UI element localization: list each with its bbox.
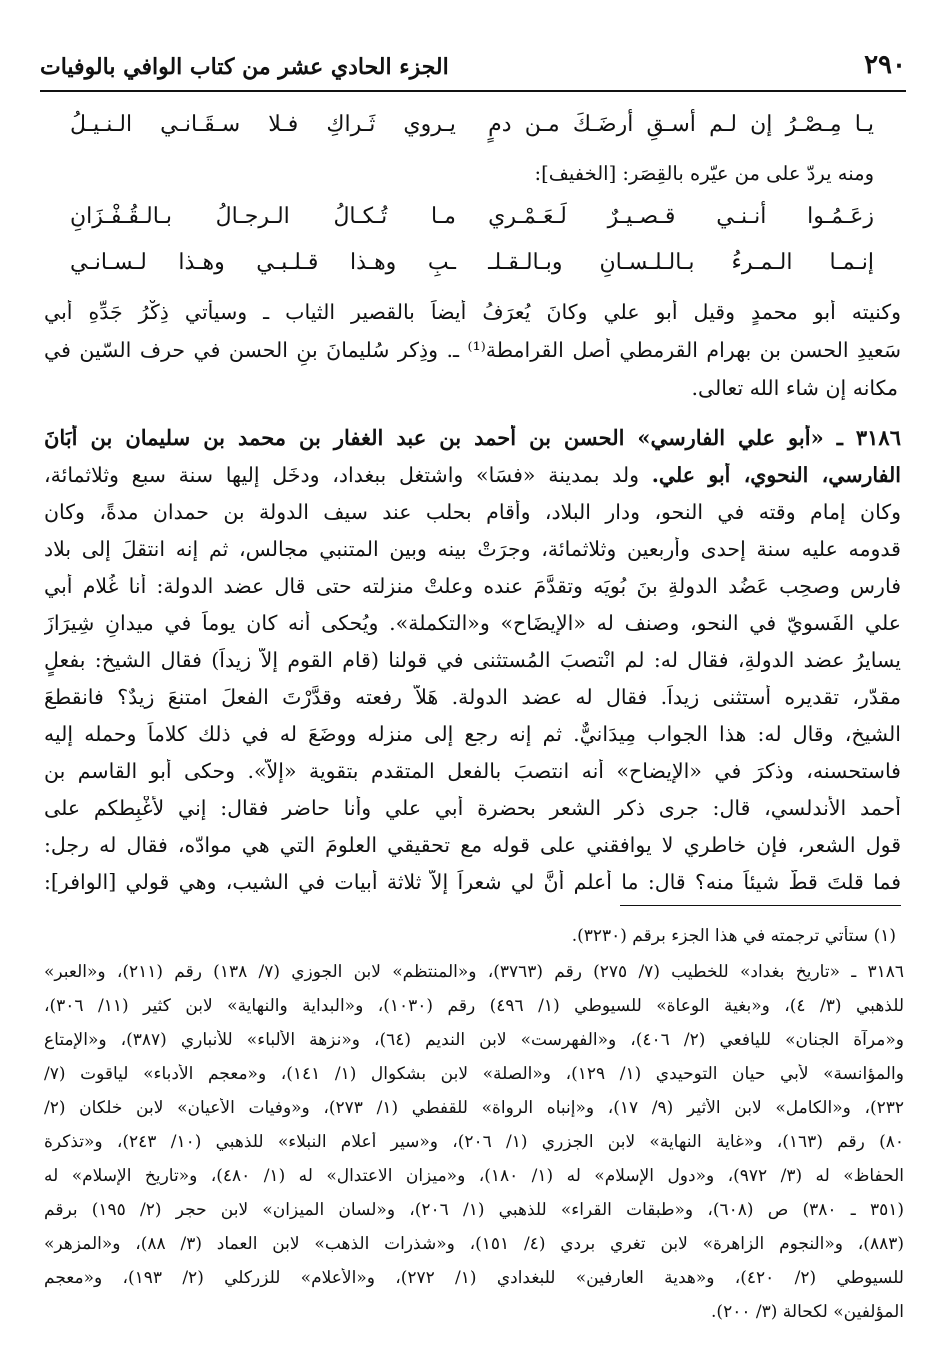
- paragraph-line: [44, 463, 901, 501]
- book-title: الجزء الحادي عشر من كتاب الوافي بالوفيات: [40, 54, 449, 80]
- paragraph-line: وكان إمام وقته في النحو، ودار البلاد، وأقام بحلب عند سيف الدولة بن حمدان مدةً، وكان: [44, 500, 901, 524]
- paragraph-line: يسايرُ عضد الدولةِ، فقال له: لم انْتصبَ المُستثنى في قولنا (قام القوم إلاّ زيداً) فقال الشيخ: بفعلٍ: [44, 648, 901, 672]
- entry-heading-continuation: الفارسي، النحوي، أبو علي.: [651, 463, 901, 487]
- verse-hemistich-first: زعَـمُـوا أنـنـي قـصـيـرٌ لَـعَـمْـري: [488, 204, 874, 229]
- meter-note: ومنه يردّ على من عيّره بالقِصَر: [الخفيف]:: [534, 162, 874, 185]
- footnote-rule: [620, 905, 901, 906]
- paragraph-line: فارس وصحِب عَضُد الدولةِ بنَ بُويَه وتقدَّمَ عنده وعلتْ منزلته حتى قال عضد الدولة: أنا غُلام أبي: [44, 574, 901, 598]
- verse-hemistich-second: يـروي ثَـراكِ فـلا سـقَـانـي الـنـيـلُ: [70, 112, 456, 137]
- sources-footnote-line: والمؤانسة» لأبي حيان التوحيدي (١/ ١٢٩)، و«الصلة» لابن بشكوال (١/ ١٤١)، و«معجم الأدباء» لياقوت (٧/: [44, 1064, 904, 1084]
- running-header: [40, 40, 906, 92]
- sources-footnote-line: (٣٥١ ـ ٣٨٠) ص (٦٠٨)، و«طبقات القراء» للذهبي (١/ ٢٠٦)، و«لسان الميزان» لابن حجر (٢/ ١٩٥) برقم: [44, 1200, 904, 1220]
- paragraph-line: فما قلتَ قطُّ شيئاً منه؟ قال: ما أعلم أنَّ لي شعراً إلاّ ثلاثة أبيات في الشيب، وهي قولي [الوافر]:: [44, 870, 901, 894]
- entry-heading: ٣١٨٦ ـ «أبو علي الفارسي» الحسن بن أحمد بن عبد الغفار بن محمد بن سليمان بن أبَانَ: [44, 425, 901, 450]
- verse-line: [70, 112, 874, 154]
- page-number: ٢٩٠: [864, 50, 906, 80]
- sources-footnote-line: الحفاظ» له (٣/ ٩٧٢)، و«دول الإسلام» له (١/ ١٨٠)، و«ميزان الاعتدال» له (١/ ٤٨٠)، و«تاريخ الإسلام» له: [44, 1166, 904, 1186]
- sources-footnote-line: ٢٣٢)، و«الكامل» لابن الأثير (٩/ ١٧)، و«إنباه الرواة» للقفطي (١/ ٢٧٣)، و«وفيات الأعيان» لابن خلكان (٢/: [44, 1098, 904, 1118]
- paragraph-line: الشيخ، وقال له: هذا الجواب مِيدَانيٌّ. ثم إنه رجع إلى منزله ووضَعَ له في ذلك كلاماً وحمله إليه: [44, 722, 901, 746]
- paragraph-line: مكانه إن شاء الله تعالى.: [691, 376, 898, 400]
- paragraph-line: قدومه عليه سنة إحدى وأربعين وثلاثمائة، وجرَتْ بينه وبين المتنبي مجالس، ثم إنه انتقلَ إلى بلاد: [44, 537, 901, 561]
- paragraph-line: قول الشعر، فإن خاطري لا يوافقني على قوله مع تحقيقي العلومَ التي هي موادّه، فقال له رجل:: [44, 833, 901, 857]
- paragraph-text: ولد بمدينة «فسَا» واشتغل ببغداد، ودخَل إليها سنة سبع وثلاثمائة،: [44, 463, 640, 487]
- paragraph-line: مقدّر، تقديره أستثنى زيداً. فقال له عضد الدولة. هَلاّ رفعته وقدَّرْتَ الفعلَ امتنعَ زيدٌ؟ فانقطعَ: [44, 685, 901, 709]
- verse-hemistich-second: مـا تُـكـالُ الـرجـالُ بـالـقُـفْـزَانِ: [70, 204, 456, 229]
- paragraph-line: وكنيته أبو محمدٍ وقيل أبو علي وكانَ يُعرَفُ أيضاً بالقصير الثياب ـ وسيأتي ذِكْرُ جَدِّهِ أبي: [44, 300, 901, 324]
- verse-hemistich-first: يـا مِـصْـرُ إن لـم أسـقِ أرضَـكَ مـن دمٍ: [488, 112, 874, 137]
- sources-footnote-line: للسيوطي (٢/ ٤٢٠)، و«هدية العارفين» للبغدادي (١/ ٢٧٢)، و«الأعلام» للزركلي (٢/ ١٩٣)، و«معجم: [44, 1268, 904, 1288]
- sources-footnote-line: ٣١٨٦ ـ «تاريخ بغداد» للخطيب (٧/ ٢٧٥) رقم (٣٧٦٣)، و«المنتظم» لابن الجوزي (٧/ ١٣٨) رقم (٢١١)، و«العبر»: [44, 962, 904, 982]
- sources-footnote-line: (٨٨٣)، و«النجوم الزاهرة» لابن تغري بردي (٤/ ١٥١)، و«شذرات الذهب» لابن العماد (٣/ ٨٨)، و«المزهر»: [44, 1234, 904, 1254]
- verse-hemistich-first: إنـمـا الـمـرءُ بـالـلـسـانِ وبـالـقـلـ: [488, 250, 874, 275]
- sources-footnote-line: المؤلفين» لكحالة (٣/ ٢٠٠).: [711, 1302, 904, 1322]
- paragraph-line: فاستحسنه، وذكرَ في «الإيضاح» أنه انتصبَ بالفعل المتقدم بتقوية «إلاّ». وحكى أبو القاسم بن: [44, 759, 901, 783]
- sources-footnote-line: و«مرآة الجنان» لليافعي (٢/ ٤٠٦)، و«الفهرست» لابن النديم (٦٤)، و«نزهة الألباء» للأنباري (٣٨٧)، و«الإمتاع: [44, 1030, 904, 1050]
- sources-footnote-line: ٨٠) رقم (١٦٣)، و«غاية النهاية» لابن الجزري (١/ ٢٠٦)، و«سير أعلام النبلاء» للذهبي (١٠/ ٢٤٣)، و«تذكرة: [44, 1132, 904, 1152]
- verse-hemistich-second: ـبِ وهـذا قـلـبـي وهـذا لـسـانـي: [70, 250, 456, 275]
- verse-line: [70, 250, 874, 292]
- paragraph-line: علي الفَسويّ في النحو، وصنف له «الإيضَاح» و«التكملة». ويُحكى أنه كان يوماً في ميدانِ شِيرَازَ: [44, 611, 901, 635]
- paragraph-line: سَعيدِ الحسن بن بهرام القرمطي أصل القرامطة⁽¹⁾ ـ. وذِكر سُليمانَ بنِ الحسن في حرف السّين في: [44, 338, 901, 362]
- sources-footnote-line: للذهبي (٣/ ٤)، و«بغية الوعاة» للسيوطي (١/ ٤٩٦) رقم (١٠٣٠)، و«البداية والنهاية» لابن كثير (١١/ ٣٠٦)،: [44, 996, 904, 1016]
- verse-line: [70, 204, 874, 246]
- paragraph-line: أحمد الأندلسي، قال: جرى ذكر الشعر بحضرة أبي علي وأنا حاضر فقال: إني لأغْبِطكم على: [44, 796, 901, 820]
- footnote-1: (١) ستأتي ترجمته في هذا الجزء برقم (٣٢٣٠).: [571, 926, 896, 946]
